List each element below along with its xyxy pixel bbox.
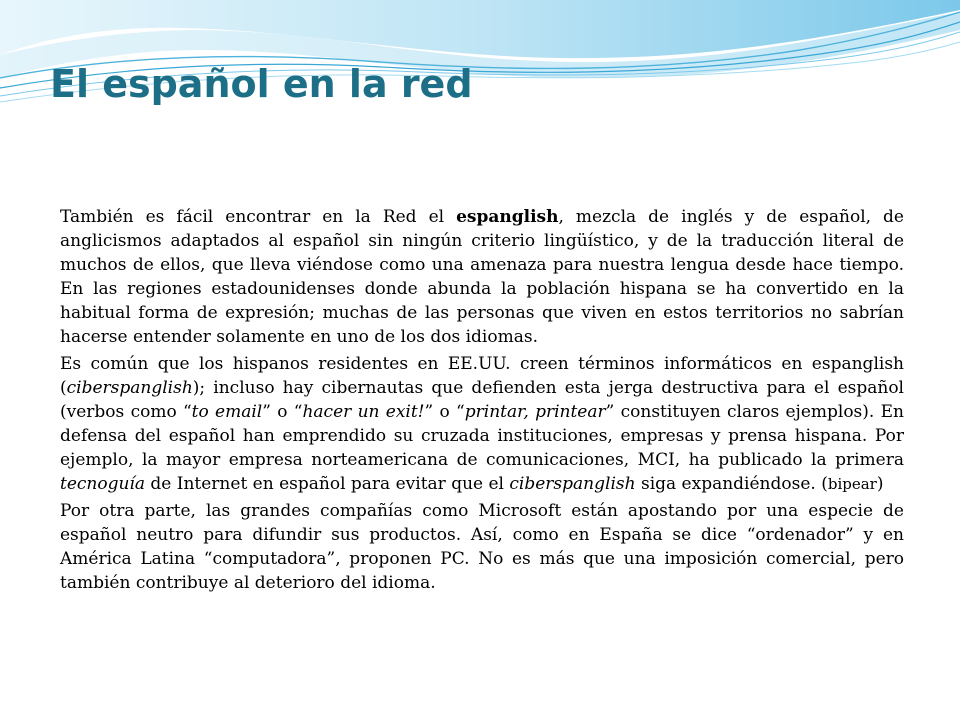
p2-text-4: ” o “: [424, 402, 465, 422]
p2-text-5: ” constituyen claros ejemplos). En defensa del español han emprendido su cruzada instituciones, empresas y prensa hispana. Por ejemplo, la mayor empresa norteamericana de comunicaciones, MCI, ha publicado la primera: [60, 402, 904, 470]
p2-italic-4: printar, printear: [464, 402, 606, 422]
p2-text-6: de Internet en español para evitar que el: [145, 474, 510, 494]
p2-small-bipear: bipear: [827, 475, 877, 493]
paragraph-ciberspanglish: [60, 352, 904, 496]
p2-italic-6: ciberspanglish: [509, 474, 636, 494]
p2-text-7: siga expandiéndose. (: [635, 474, 828, 494]
p2-italic-1: ciberspanglish: [66, 378, 193, 398]
paragraph-microsoft: [60, 499, 904, 595]
p2-text-8: ): [876, 474, 884, 494]
p2-text-1: Es común que los hispanos residentes en EE.UU. creen términos informáticos en espanglish (: [60, 354, 904, 398]
p2-text-3: ” o “: [262, 402, 303, 422]
p2-italic-2: to email: [191, 402, 263, 422]
p2-italic-5: tecnoguía: [60, 474, 145, 494]
p3-text-1: Por otra parte, las grandes compañías como Microsoft están apostando por una especie de español neutro para difundir sus productos. Así, como en España se dice “ordenador” y en América Latina “computadora”, proponen PC. No es más que una imposición comercial, pero también contribuye al deterioro del idioma.: [60, 501, 904, 593]
slide-title: El español en la red: [50, 62, 473, 106]
p2-text-2: ); incluso hay cibernautas que defienden esta jerga destructiva para el español (verbos como “: [60, 378, 904, 422]
slide-body: [60, 205, 904, 595]
paragraph-espanglish: [60, 205, 904, 349]
p1-text-1: También es fácil encontrar en la Red el: [60, 207, 457, 227]
p2-italic-3: hacer un exit!: [302, 402, 425, 422]
p1-text-2: , mezcla de inglés y de español, de anglicismos adaptados al español sin ningún criterio lingüístico, y de la traducción literal de muchos de ellos, que lleva viéndose como una amenaza para nuestra lengua desde hace tiempo. En las regiones estadounidenses donde abunda la población hispana se ha convertido en la habitual forma de expresión; muchas de las personas que viven en estos territorios no sabrían hacerse entender solamente en uno de los dos idiomas.: [60, 207, 904, 347]
p1-bold-espanglish: espanglish: [456, 207, 559, 227]
